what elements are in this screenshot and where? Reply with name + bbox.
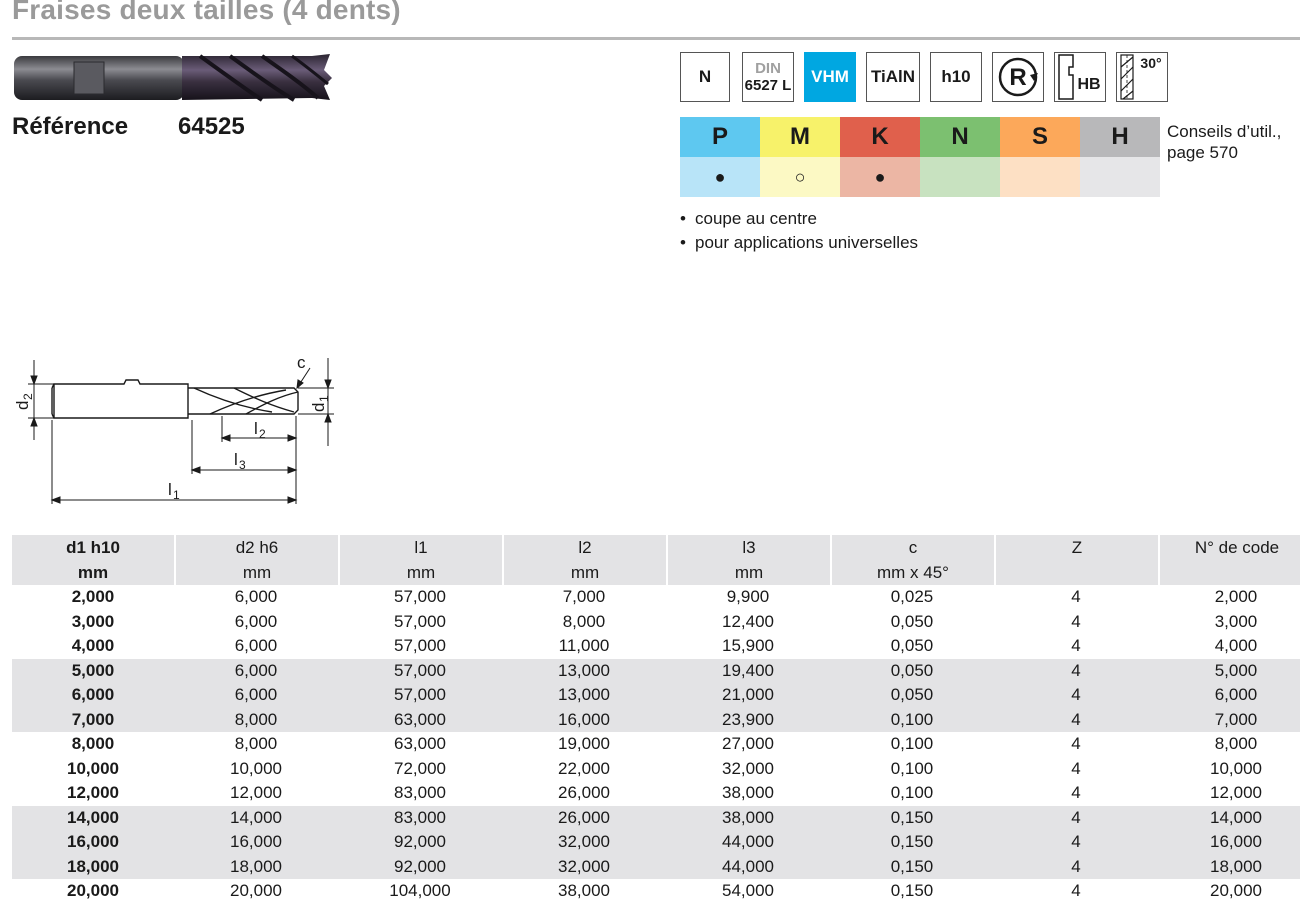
material-letter: K xyxy=(871,123,889,150)
column-header-name: Z xyxy=(1071,538,1083,557)
material-suitability-n xyxy=(920,157,1000,197)
table-cell: 15,900 xyxy=(722,636,774,656)
table-row xyxy=(12,806,1300,831)
material-group-m xyxy=(760,117,840,157)
table-cell: 4 xyxy=(994,855,1158,880)
column-header xyxy=(174,535,338,585)
material-group-k xyxy=(840,117,920,157)
table-cell: 44,000 xyxy=(666,830,830,855)
table-cell: 4 xyxy=(994,830,1158,855)
table-cell: 23,900 xyxy=(666,708,830,733)
feature-list xyxy=(680,207,918,255)
label-d1-sub: 1 xyxy=(317,395,331,402)
table-cell: 38,000 xyxy=(722,783,774,803)
label-l2-sub: 2 xyxy=(259,427,266,441)
table-row xyxy=(12,781,1300,806)
table-cell: 22,000 xyxy=(558,758,610,778)
table-cell: 92,000 xyxy=(338,855,502,880)
table-cell: 54,000 xyxy=(722,881,774,901)
material-suitability-h xyxy=(1080,157,1160,197)
table-cell: 18,000 xyxy=(174,855,338,880)
badge-coating xyxy=(866,52,920,102)
column-header-name: N° de code xyxy=(1194,538,1280,557)
usage-advice xyxy=(1167,121,1281,163)
table-cell: 44,000 xyxy=(666,855,830,880)
column-header xyxy=(666,535,830,585)
column-header-unit: mm xyxy=(242,563,272,582)
column-header-unit: mm x 45° xyxy=(877,563,949,582)
table-row xyxy=(12,659,1300,684)
table-cell: 32,000 xyxy=(722,758,774,778)
shank-label: HB xyxy=(1077,76,1101,93)
table-row xyxy=(12,610,1300,635)
material-group-n xyxy=(920,117,1000,157)
table-cell: 0,150 xyxy=(890,881,934,901)
table-cell: 27,000 xyxy=(722,734,774,754)
table-cell: 38,000 xyxy=(558,881,610,901)
table-cell: 57,000 xyxy=(394,587,446,607)
badge-coating-label: TiAlN xyxy=(870,67,916,86)
feature-text: pour applications universelles xyxy=(695,233,919,252)
table-cell: 6,000 xyxy=(174,683,338,708)
table-cell: 0,150 xyxy=(830,806,994,831)
title-divider xyxy=(12,37,1300,40)
table-cell: 3,000 xyxy=(1214,611,1258,631)
table-cell: 16,000 xyxy=(502,708,666,733)
dimensions-table xyxy=(12,535,1300,904)
column-header-name: l3 xyxy=(742,538,756,557)
table-row xyxy=(12,585,1300,610)
table-cell: 0,150 xyxy=(830,855,994,880)
material-suitability-k xyxy=(840,157,920,197)
table-cell: 0,050 xyxy=(830,659,994,684)
table-cell: 0,100 xyxy=(890,783,934,803)
table-cell: 57,000 xyxy=(338,683,502,708)
table-cell: 2,000 xyxy=(1214,587,1258,607)
table-cell: 4 xyxy=(1071,758,1081,778)
page-title: Fraises deux tailles (4 dents) xyxy=(12,0,401,25)
table-cell: 83,000 xyxy=(338,806,502,831)
reference-number: 64525 xyxy=(178,113,245,140)
label-d2: d xyxy=(13,400,32,410)
table-cell: 4 xyxy=(994,806,1158,831)
badge-din-bottom: 6527 L xyxy=(744,77,792,94)
bullet-icon: • xyxy=(680,233,686,252)
dimension-drawing xyxy=(10,350,340,510)
table-cell: 7,000 xyxy=(562,587,606,607)
table-cell: 4,000 xyxy=(71,636,115,656)
table-cell: 7,000 xyxy=(12,708,174,733)
column-header-name: d2 h6 xyxy=(235,538,279,557)
material-letter: S xyxy=(1031,123,1048,150)
rotation-letter: R xyxy=(1009,64,1027,91)
column-header xyxy=(12,535,174,585)
table-cell: 5,000 xyxy=(12,659,174,684)
usage-advice-line2: page 570 xyxy=(1167,143,1238,162)
material-suitability-m xyxy=(760,157,840,197)
badge-n xyxy=(680,52,730,102)
table-cell: 0,100 xyxy=(890,758,934,778)
table-cell: 18,000 xyxy=(1158,855,1300,880)
table-cell: 5,000 xyxy=(1158,659,1300,684)
table-cell: 63,000 xyxy=(394,734,446,754)
column-header-unit: mm xyxy=(570,563,600,582)
table-row xyxy=(12,732,1300,757)
column-header-name: d1 h10 xyxy=(66,538,120,557)
table-cell: 8,000 xyxy=(562,611,606,631)
table-cell: 6,000 xyxy=(12,683,174,708)
table-cell: 12,000 xyxy=(230,783,282,803)
table-cell: 6,000 xyxy=(174,659,338,684)
material-group-s xyxy=(1000,117,1080,157)
table-cell: 12,000 xyxy=(1210,783,1262,803)
table-row xyxy=(12,634,1300,659)
right-hand-rotation-icon xyxy=(992,52,1044,102)
helix-angle: 30° xyxy=(1140,55,1162,71)
table-cell: 19,400 xyxy=(666,659,830,684)
table-cell: 4 xyxy=(994,708,1158,733)
material-suitability-p xyxy=(680,157,760,197)
table-cell: 12,000 xyxy=(67,783,119,803)
material-suitability-s xyxy=(1000,157,1080,197)
table-cell: 18,000 xyxy=(12,855,174,880)
label-l3: l xyxy=(234,450,238,469)
table-cell: 57,000 xyxy=(394,636,446,656)
column-header-name: l1 xyxy=(414,538,428,557)
table-cell: 20,000 xyxy=(230,881,282,901)
table-cell: 7,000 xyxy=(1158,708,1300,733)
table-cell: 10,000 xyxy=(67,758,119,778)
column-header xyxy=(1158,535,1300,585)
table-cell: 14,000 xyxy=(174,806,338,831)
table-cell: 10,000 xyxy=(1210,758,1262,778)
label-l3-sub: 3 xyxy=(239,458,246,472)
table-row xyxy=(12,757,1300,782)
table-cell: 11,000 xyxy=(558,636,610,656)
column-header-unit: mm xyxy=(77,563,109,582)
label-l1: l xyxy=(168,480,172,499)
table-cell: 0,050 xyxy=(890,636,934,656)
table-cell: 3,000 xyxy=(71,611,115,631)
table-cell: 26,000 xyxy=(558,783,610,803)
table-cell: 38,000 xyxy=(666,806,830,831)
table-row xyxy=(12,708,1300,733)
table-cell: 14,000 xyxy=(1158,806,1300,831)
table-cell: 6,000 xyxy=(234,611,278,631)
label-d2-sub: 2 xyxy=(21,393,35,400)
column-header-unit xyxy=(1160,560,1300,585)
table-cell: 13,000 xyxy=(502,659,666,684)
column-header-name: c xyxy=(908,538,918,557)
table-cell: 16,000 xyxy=(12,830,174,855)
table-cell: 20,000 xyxy=(1210,881,1262,901)
table-cell: 0,025 xyxy=(890,587,934,607)
column-header-unit: mm xyxy=(406,563,436,582)
table-cell: 21,000 xyxy=(666,683,830,708)
column-header xyxy=(994,535,1158,585)
badge-vhm-label: VHM xyxy=(811,67,849,86)
material-group-h xyxy=(1080,117,1160,157)
hb-shank-icon xyxy=(1054,52,1106,102)
badge-vhm xyxy=(804,52,856,102)
table-cell: 26,000 xyxy=(502,806,666,831)
column-header xyxy=(338,535,502,585)
table-cell: 0,150 xyxy=(830,830,994,855)
table-cell: 8,000 xyxy=(174,708,338,733)
table-cell: 2,000 xyxy=(71,587,115,607)
usage-advice-line1: Conseils d’util., xyxy=(1167,122,1282,141)
table-cell: 63,000 xyxy=(338,708,502,733)
table-row xyxy=(12,879,1300,904)
badge-din xyxy=(742,52,794,102)
table-cell: 4 xyxy=(1071,587,1081,607)
table-cell: 57,000 xyxy=(394,611,446,631)
material-letter: M xyxy=(790,123,810,150)
suitability-mark: ● xyxy=(714,166,726,187)
table-cell: 72,000 xyxy=(394,758,446,778)
badge-din-top: DIN xyxy=(755,60,781,77)
table-cell: 57,000 xyxy=(338,659,502,684)
table-cell: 104,000 xyxy=(389,881,451,901)
table-cell: 12,400 xyxy=(722,611,774,631)
material-letter: P xyxy=(711,123,728,150)
material-group-p xyxy=(680,117,760,157)
badge-n-label: N xyxy=(698,67,712,86)
label-l1-sub: 1 xyxy=(173,488,180,502)
table-row xyxy=(12,683,1300,708)
table-cell: 16,000 xyxy=(174,830,338,855)
reference-line xyxy=(12,113,245,141)
table-cell: 9,900 xyxy=(726,587,770,607)
table-cell: 4 xyxy=(1071,881,1081,901)
table-cell: 0,050 xyxy=(830,683,994,708)
material-letter: N xyxy=(951,123,969,150)
table-cell: 16,000 xyxy=(1158,830,1300,855)
end-mill-photo xyxy=(12,52,334,104)
label-c: c xyxy=(297,353,306,372)
table-cell: 8,000 xyxy=(234,734,278,754)
table-cell: 4 xyxy=(1071,611,1081,631)
column-header-unit: mm xyxy=(734,563,764,582)
table-cell: 14,000 xyxy=(12,806,174,831)
label-d1: d xyxy=(309,402,328,412)
suitability-mark: ● xyxy=(874,166,886,187)
table-cell: 4 xyxy=(1071,783,1081,803)
table-cell: 19,000 xyxy=(558,734,610,754)
table-cell: 13,000 xyxy=(502,683,666,708)
table-cell: 8,000 xyxy=(1214,734,1258,754)
table-cell: 6,000 xyxy=(1158,683,1300,708)
table-header-row xyxy=(12,535,1300,585)
suitability-mark: ○ xyxy=(794,166,806,187)
material-letter: H xyxy=(1111,123,1129,150)
table-cell: 4 xyxy=(1071,734,1081,754)
badge-tolerance-label: h10 xyxy=(941,67,971,86)
bullet-icon: • xyxy=(680,209,686,228)
reference-label: Référence xyxy=(12,113,129,140)
table-cell: 4,000 xyxy=(1214,636,1258,656)
table-cell: 0,100 xyxy=(890,734,934,754)
column-header xyxy=(830,535,994,585)
helix-angle-icon xyxy=(1116,52,1168,102)
badge-tolerance xyxy=(930,52,982,102)
table-cell: 0,100 xyxy=(830,708,994,733)
table-cell: 83,000 xyxy=(394,783,446,803)
feature-item xyxy=(680,207,918,231)
table-cell: 4 xyxy=(994,683,1158,708)
table-row xyxy=(12,855,1300,880)
table-cell: 32,000 xyxy=(502,830,666,855)
table-cell: 10,000 xyxy=(230,758,282,778)
feature-text: coupe au centre xyxy=(695,209,817,228)
table-cell: 4 xyxy=(994,659,1158,684)
table-cell: 20,000 xyxy=(67,881,119,901)
column-header-unit xyxy=(996,560,1158,585)
table-row xyxy=(12,830,1300,855)
table-cell: 32,000 xyxy=(502,855,666,880)
table-cell: 4 xyxy=(1071,636,1081,656)
label-l2: l xyxy=(254,419,258,438)
column-header-name: l2 xyxy=(578,538,592,557)
column-header xyxy=(502,535,666,585)
table-cell: 8,000 xyxy=(71,734,115,754)
table-cell: 92,000 xyxy=(338,830,502,855)
table-cell: 6,000 xyxy=(234,587,278,607)
feature-item xyxy=(680,231,918,255)
table-cell: 6,000 xyxy=(234,636,278,656)
table-cell: 0,050 xyxy=(890,611,934,631)
